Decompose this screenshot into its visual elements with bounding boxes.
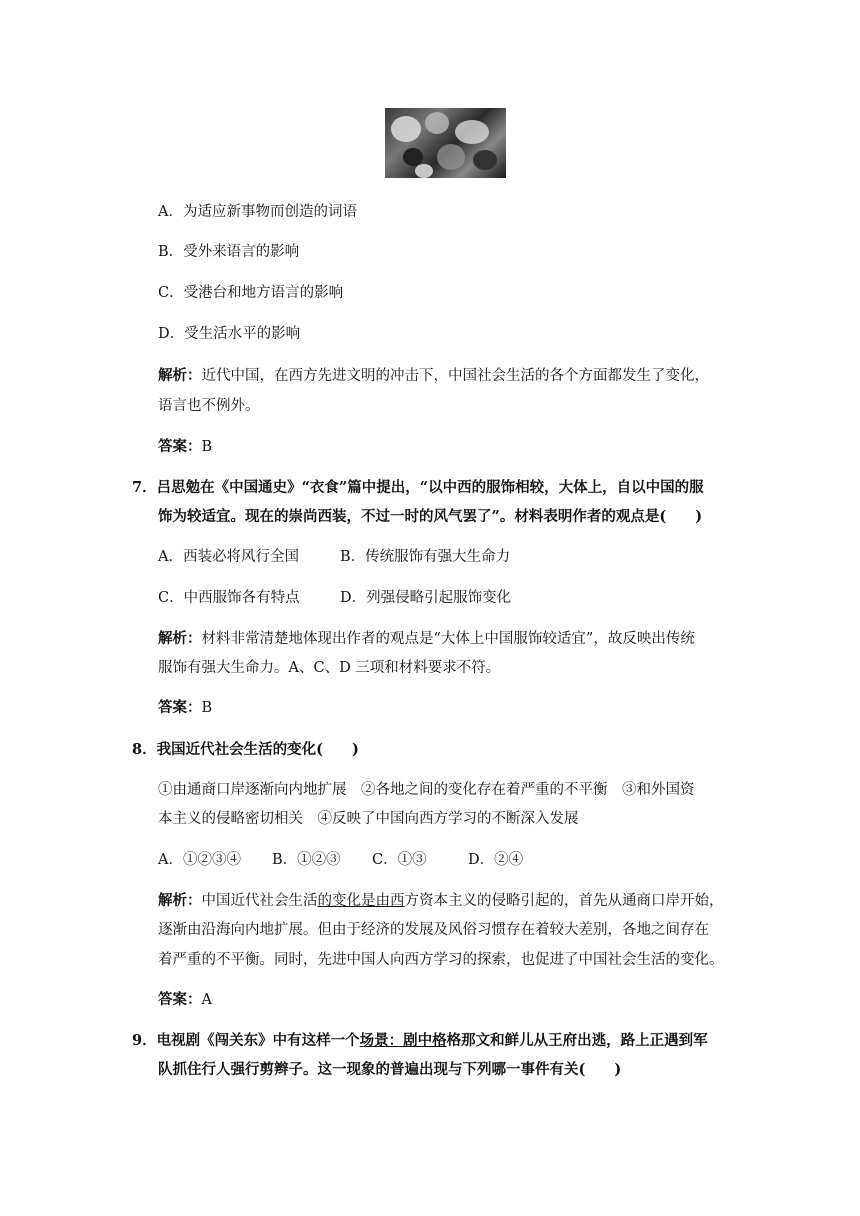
crowd-photo	[385, 108, 506, 178]
q8-option-d: D．②④	[468, 852, 524, 868]
q8-statements-line2: 本主义的侵略密切相关 ④反映了中国向西方学习的不断深入发展	[158, 811, 579, 827]
q7-option-a: A．西装必将风行全国	[158, 549, 299, 565]
q7-stem-line2: 饰为较适宜。现在的崇尚西装，不过一时的风气罢了”。材料表明作者的观点是( )	[158, 508, 703, 525]
q8-stem: 8．我国近代社会生活的变化( )	[132, 741, 359, 758]
q6-analysis	[158, 366, 709, 386]
answer-value: B	[201, 439, 213, 455]
answer-value: A	[201, 992, 212, 1008]
analysis-text-underlined: 的变化是由西	[317, 893, 405, 909]
analysis-text: 近代中国，在西方先进文明的冲击下，中国社会生活的各个方面都发生了变化，	[201, 368, 709, 384]
q7-option-d: D．列强侵略引起服饰变化	[340, 590, 512, 606]
q6-answer	[158, 437, 212, 457]
q8-analysis-line3: 着严重的不平衡。同时，先进中国人向西方学习的探索，也促进了中国社会生活的变化。	[158, 952, 724, 968]
answer-label: 答案：	[158, 991, 202, 1008]
q7-stem-line1: 7．吕思勉在《中国通史》“衣食”篇中提出，“以中西的服饰相较，大体上，自以中国的服	[132, 479, 704, 496]
analysis-text-post: 方资本主义的侵略引起的，首先从通商口岸开始，	[404, 893, 724, 909]
q8-analysis	[158, 891, 724, 911]
analysis-text: 材料非常清楚地体现出作者的观点是“大体上中国服饰较适宜”，故反映出传统	[201, 631, 695, 647]
answer-label: 答案：	[158, 438, 202, 455]
q6-analysis-line2: 语言也不例外。	[158, 398, 260, 414]
q6-option-b: B．受外来语言的影响	[158, 244, 300, 260]
analysis-label: 解析：	[158, 367, 202, 384]
q7-option-c: C．中西服饰各有特点	[158, 590, 300, 606]
q8-option-b: B．①②③	[272, 852, 341, 868]
analysis-label: 解析：	[158, 630, 202, 647]
analysis-text-pre: 中国近代社会生活	[201, 893, 318, 909]
q7-option-b: B．传统服饰有强大生命力	[340, 549, 511, 565]
q8-answer	[158, 990, 212, 1010]
q6-option-c: C．受港台和地方语言的影响	[158, 285, 344, 301]
q9-stem-underlined: 场景：剧中格	[359, 1032, 447, 1049]
q6-option-d: D．受生活水平的影响	[158, 326, 301, 342]
q9-stem-line2: 队抓住行人强行剪辫子。这一现象的普遍出现与下列哪一事件有关( )	[158, 1061, 622, 1078]
q6-option-a: A．为适应新事物而创造的词语	[158, 204, 357, 220]
q7-analysis	[158, 629, 695, 649]
answer-label: 答案：	[158, 699, 202, 716]
q9-stem-post: 格那文和鲜儿从王府出逃，路上正遇到军	[446, 1032, 708, 1049]
q7-analysis-line2: 服饰有强大生命力。A、C、D 三项和材料要求不符。	[158, 660, 501, 676]
q8-analysis-line2: 逐渐由沿海向内地扩展。但由于经济的发展及风俗习惯存在着较大差别，各地之间存在	[158, 922, 709, 938]
answer-value: B	[201, 700, 213, 716]
q7-answer	[158, 698, 212, 718]
q9-stem-line1	[132, 1031, 708, 1051]
q9-stem-pre: 9．电视剧《闯关东》中有这样一个	[132, 1032, 360, 1049]
q8-option-a: A．①②③④	[158, 852, 241, 868]
q8-option-c: C．①③	[372, 852, 427, 868]
analysis-label: 解析：	[158, 892, 202, 909]
q8-statements-line1: ①由通商口岸逐渐向内地扩展 ②各地之间的变化存在着严重的不平衡 ③和外国资	[158, 782, 695, 798]
